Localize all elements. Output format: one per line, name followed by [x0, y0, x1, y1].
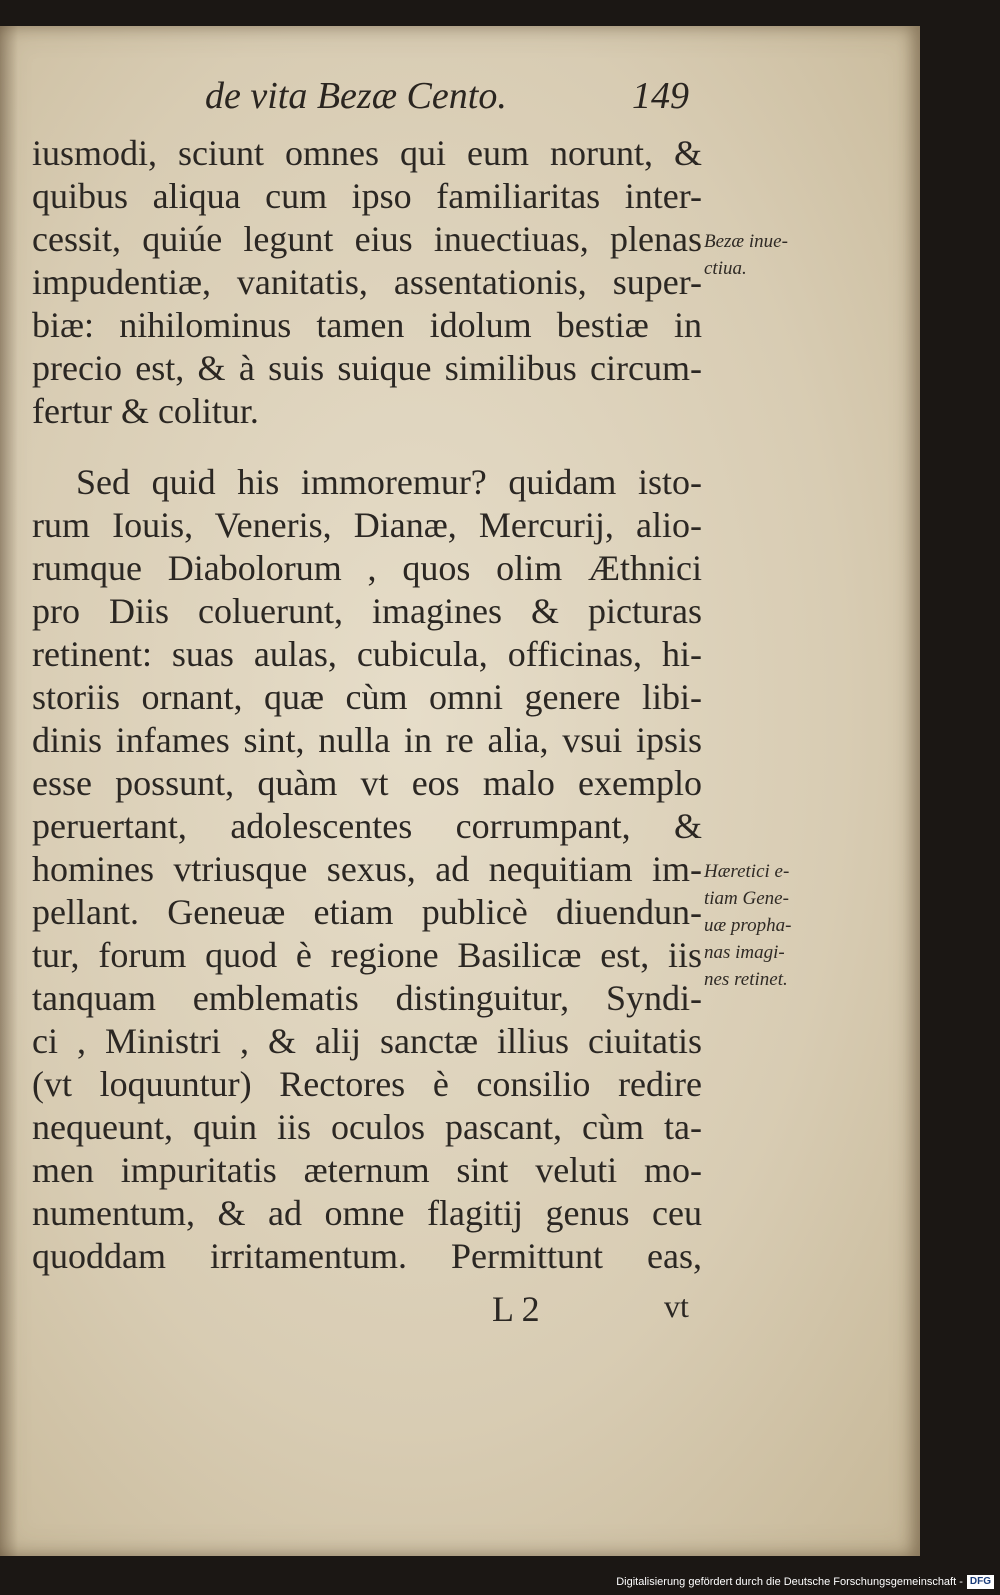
page-header — [0, 74, 920, 124]
signature-mark: L 2 — [492, 1289, 540, 1329]
text-line: biæ: nihilominus tamen idolum bestiæ in — [32, 305, 702, 345]
text-line: tanquam emblematis distinguitur, Syndi- — [32, 978, 702, 1018]
running-title: de vita Bezæ Cento. — [205, 75, 507, 117]
text-line: quibus aliqua cum ipso familiaritas inter- — [32, 176, 702, 216]
note-line: uæ propha- — [704, 915, 792, 936]
text-line: men impuritatis æternum sint veluti mo- — [32, 1150, 702, 1190]
digitization-credit — [616, 1573, 994, 1591]
text-line: peruertant, adolescentes corrumpant, & — [32, 806, 702, 846]
text-line: quoddam irritamentum. Permittunt eas, — [32, 1236, 702, 1276]
text-line: retinent: suas aulas, cubicula, officinas, hi- — [32, 634, 702, 674]
text-line: fertur & colitur. — [32, 391, 259, 431]
text-line: homines vtriusque sexus, ad nequitiam im- — [32, 849, 702, 889]
note-line: Hæretici e- — [704, 861, 790, 882]
page-number: 149 — [632, 75, 689, 117]
text-line: pro Diis coluerunt, imagines & picturas — [32, 591, 702, 631]
text-line: pellant. Geneuæ etiam publicè diuendun- — [32, 892, 702, 932]
text-line: ci , Ministri , & alij sanctæ illius ciuitatis — [32, 1021, 702, 1061]
paragraph-start-line: Sed quid his immoremur? quidam isto- — [76, 462, 702, 502]
note-line: nes retinet. — [704, 969, 788, 990]
text-line: tur, forum quod è regione Basilicæ est, iis — [32, 935, 702, 975]
note-line: Bezæ inue- — [704, 231, 788, 252]
marginal-note-beza — [704, 228, 788, 282]
credit-text: Digitalisierung gefördert durch die Deutsche Forschungsgemeinschaft - — [616, 1576, 963, 1588]
note-line: nas imagi- — [704, 942, 785, 963]
note-line: ctiua. — [704, 258, 747, 279]
page-footer — [0, 1288, 920, 1332]
text-line: storiis ornant, quæ cùm omni genere libi- — [32, 677, 702, 717]
dfg-logo-icon: DFG — [967, 1575, 994, 1589]
text-line: esse possunt, quàm vt eos malo exemplo — [32, 763, 702, 803]
body-text — [32, 132, 702, 1278]
text-line: impudentiæ, vanitatis, assentationis, super- — [32, 262, 702, 302]
text-line: iusmodi, sciunt omnes qui eum norunt, & — [32, 133, 702, 173]
text-line: dinis infames sint, nulla in re alia, vsui ipsis — [32, 720, 702, 760]
marginal-note-haeretici — [704, 858, 791, 993]
text-line: (vt loquuntur) Rectores è consilio redire — [32, 1064, 702, 1104]
text-line: rumque Diabolorum , quos olim Æthnici — [32, 548, 702, 588]
text-line: numentum, & ad omne flagitij genus ceu — [32, 1193, 702, 1233]
text-line: rum Iouis, Veneris, Dianæ, Mercurij, alio- — [32, 505, 702, 545]
text-line: cessit, quiúe legunt eius inuectiuas, plenas — [32, 219, 702, 259]
catchword: vt — [664, 1288, 689, 1324]
text-line: nequeunt, quin iis oculos pascant, cùm ta- — [32, 1107, 702, 1147]
note-line: tiam Gene- — [704, 888, 789, 909]
text-line: precio est, & à suis suique similibus circum- — [32, 348, 702, 388]
